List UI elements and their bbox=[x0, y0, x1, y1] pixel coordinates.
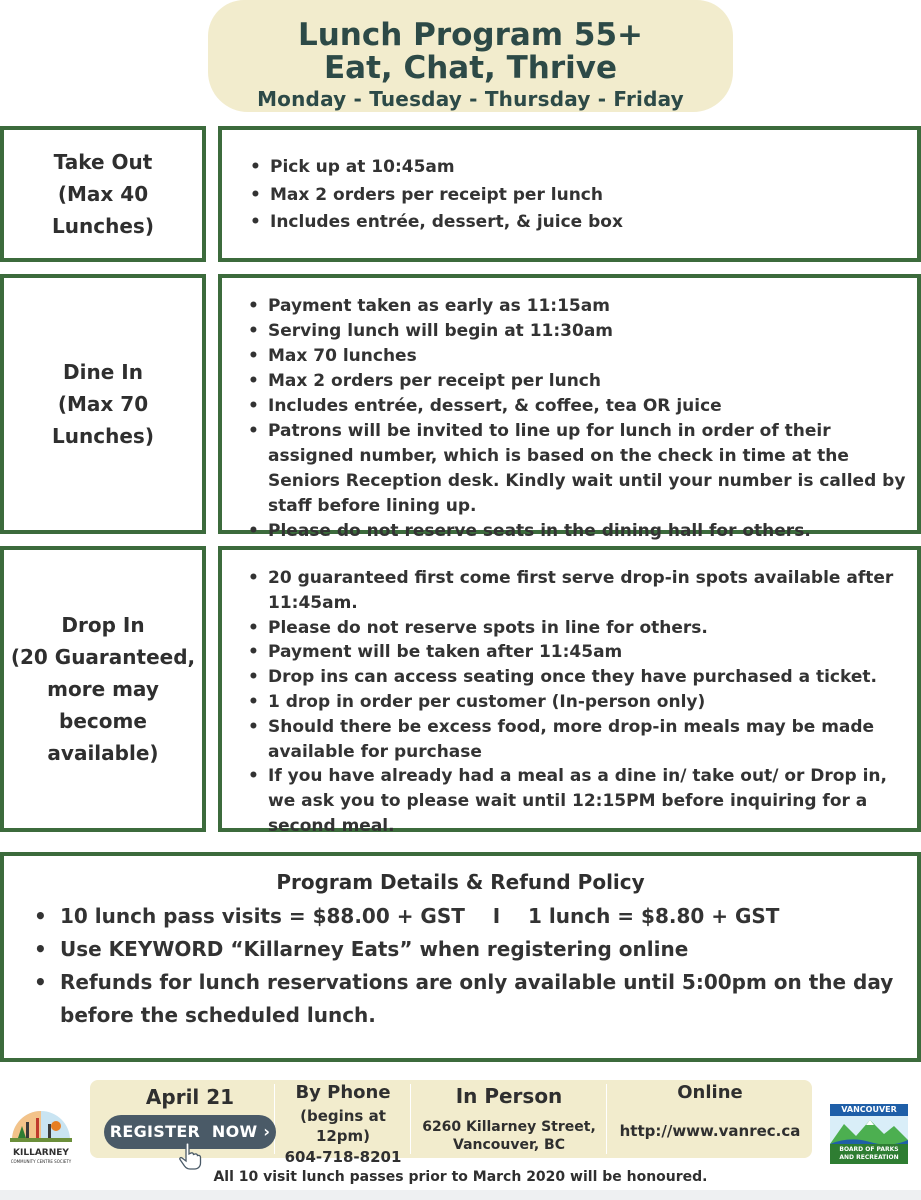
in-person-title: In Person bbox=[455, 1084, 563, 1108]
list-item: • Please do not reserve spots in line for others. bbox=[246, 616, 909, 641]
address-line1: 6260 Killarney Street, bbox=[422, 1119, 596, 1135]
program-title: Lunch Program 55+ bbox=[297, 17, 644, 53]
takeout-label-line2: (Max 40 bbox=[57, 182, 149, 206]
list-item: • Max 2 orders per receipt per lunch bbox=[246, 369, 917, 394]
mountain-icon bbox=[830, 1116, 908, 1144]
takeout-label-box bbox=[0, 126, 206, 262]
phone-note: (begins at 12pm) bbox=[300, 1107, 386, 1145]
dinein-list bbox=[222, 278, 917, 544]
list-item: • Payment taken as early as 11:15am bbox=[246, 294, 917, 319]
passes-note: All 10 visit lunch passes prior to March 2020 will be honoured. bbox=[213, 1169, 708, 1185]
dropin-label-line3: more may bbox=[47, 677, 159, 701]
killarney-logo-subtext: COMMUNITY CENTRE SOCIETY bbox=[10, 1159, 72, 1164]
dropin-label-line2: (20 Guaranteed, bbox=[10, 645, 196, 669]
bottom-strip bbox=[0, 1190, 921, 1200]
dropin-label-line5: available) bbox=[47, 741, 159, 765]
killarney-logo-text: KILLARNEY bbox=[13, 1148, 69, 1158]
list-item: • Use KEYWORD “Killarney Eats” when registering online bbox=[32, 933, 897, 966]
online-url[interactable]: http://www.vanrec.ca bbox=[619, 1122, 801, 1140]
phone-column bbox=[276, 1080, 410, 1168]
divider bbox=[606, 1084, 607, 1154]
list-item: • Includes entrée, dessert, & juice box bbox=[248, 209, 917, 237]
program-header bbox=[208, 0, 733, 112]
vancouver-logo-bottom-l1: BOARD OF PARKS bbox=[830, 1144, 908, 1154]
list-item: • Refunds for lunch reservations are only available until 5:00pm on the day before the scheduled lunch. bbox=[32, 966, 897, 1032]
vancouver-logo-top: VANCOUVER bbox=[830, 1104, 908, 1116]
dinein-label-line2: (Max 70 bbox=[57, 392, 149, 416]
program-tagline: Eat, Chat, Thrive bbox=[324, 50, 617, 86]
vancouver-parks-logo bbox=[830, 1104, 908, 1168]
online-column bbox=[608, 1080, 812, 1142]
dinein-label-box bbox=[0, 274, 206, 534]
list-item: • 1 drop in order per customer (In-person only) bbox=[246, 690, 909, 715]
policy-title: Program Details & Refund Policy bbox=[276, 870, 645, 894]
list-item: • Max 70 lunches bbox=[246, 344, 917, 369]
policy-box bbox=[0, 852, 921, 1062]
list-item: • Max 2 orders per receipt per lunch bbox=[248, 182, 917, 210]
vancouver-logo-bottom-l2: AND RECREATION bbox=[830, 1154, 908, 1164]
dropin-label-line4: become bbox=[59, 709, 147, 733]
dropin-details-box bbox=[218, 546, 921, 836]
list-item: • 20 guaranteed first come first serve drop-in spots available after 11:45am. bbox=[246, 566, 909, 616]
list-item: • Serving lunch will begin at 11:30am bbox=[246, 319, 917, 344]
list-item: • Patrons will be invited to line up for lunch in order of their assigned number, which is based on the check in time at the Seniors Reception desk. Kindly wait until your number is called by staff before lining up. bbox=[246, 419, 917, 519]
list-item: • Includes entrée, dessert, & coffee, tea OR juice bbox=[246, 394, 917, 419]
killarney-logo-icon bbox=[6, 1100, 76, 1144]
dinein-label-line3: Lunches) bbox=[52, 424, 154, 448]
list-item: • If you have already had a meal as a dine in/ take out/ or Drop in, we ask you to please wait until 12:15PM before inquiring for a second meal. bbox=[246, 764, 909, 838]
dropin-label-box bbox=[0, 546, 206, 832]
takeout-details-box bbox=[218, 126, 921, 262]
list-item: • Drop ins can access seating once they have purchased a ticket. bbox=[246, 665, 909, 690]
dropin-list bbox=[222, 550, 917, 839]
list-item: • Payment will be taken after 11:45am bbox=[246, 640, 909, 665]
program-days: Monday - Tuesday - Thursday - Friday bbox=[257, 87, 684, 111]
in-person-column bbox=[412, 1080, 606, 1154]
register-now-label: REGISTER NOW bbox=[109, 1122, 258, 1141]
list-item: • Please do not reserve seats in the dining hall for others. bbox=[246, 519, 917, 544]
dinein-label-line1: Dine In bbox=[63, 360, 143, 384]
list-item: • Should there be excess food, more drop-in meals may be made available for purchase bbox=[246, 715, 909, 765]
dinein-details-box bbox=[218, 274, 921, 541]
dropin-label-line1: Drop In bbox=[61, 613, 145, 637]
list-item: • 10 lunch pass visits = $88.00 + GST I 1 lunch = $8.80 + GST bbox=[32, 900, 897, 933]
registration-date: April 21 bbox=[145, 1085, 235, 1109]
list-item: • Pick up at 10:45am bbox=[248, 154, 917, 182]
takeout-label-line3: Lunches) bbox=[52, 214, 154, 238]
online-title: Online bbox=[677, 1082, 743, 1103]
policy-list bbox=[4, 894, 917, 1032]
takeout-label-line1: Take Out bbox=[53, 150, 153, 174]
divider bbox=[410, 1084, 411, 1154]
takeout-list bbox=[222, 130, 917, 237]
address-line2: Vancouver, BC bbox=[453, 1137, 565, 1153]
chevron-right-icon: › bbox=[263, 1122, 271, 1141]
phone-title: By Phone bbox=[295, 1082, 391, 1103]
phone-number: 604-718-8201 bbox=[284, 1148, 402, 1166]
killarney-logo bbox=[6, 1100, 76, 1168]
